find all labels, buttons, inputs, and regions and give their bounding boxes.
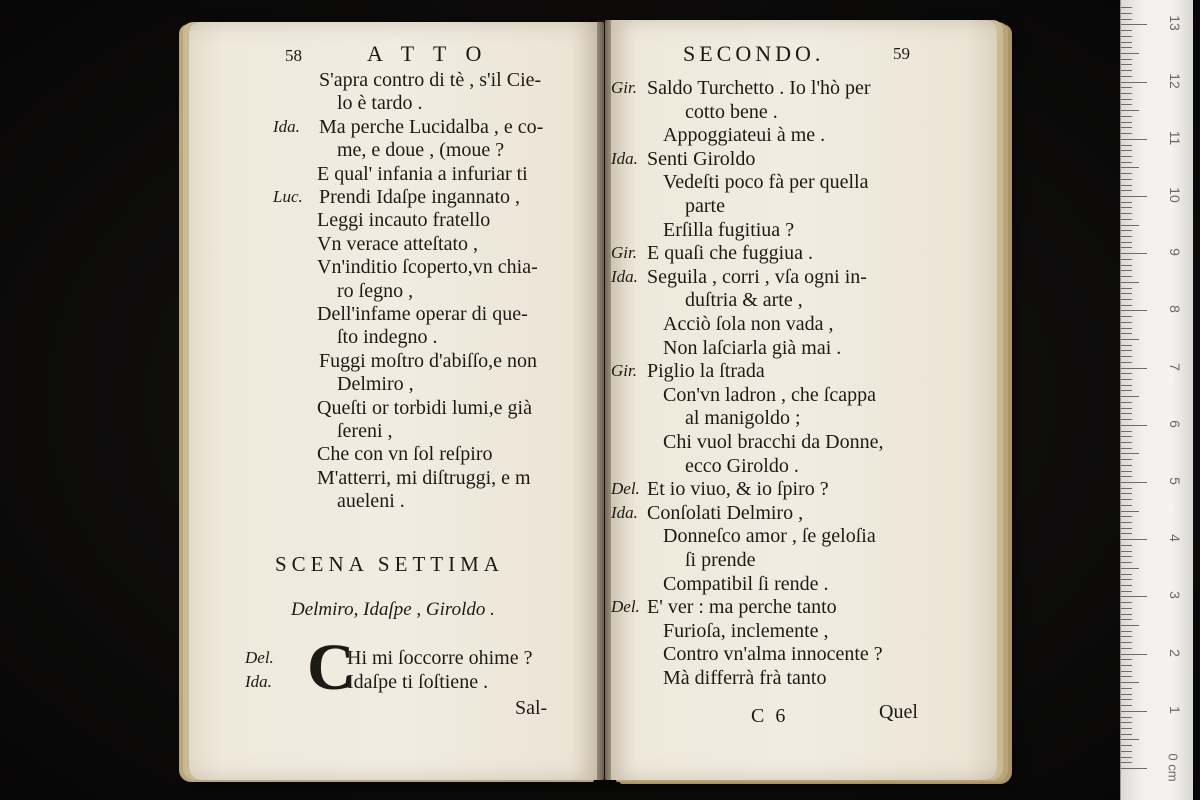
ruler-tick <box>1121 488 1132 489</box>
ruler-tick <box>1121 619 1132 620</box>
ruler-tick <box>1121 596 1147 597</box>
ruler-tick <box>1121 276 1132 277</box>
ruler-tick <box>1121 682 1139 683</box>
right-text-line: E quaſi che fuggiua . <box>647 242 814 265</box>
ruler-tick <box>1121 642 1132 643</box>
ruler-label: 11 <box>1167 130 1183 146</box>
ruler-tick <box>1121 591 1132 592</box>
right-text-line: Conſolati Delmiro , <box>647 501 804 524</box>
ruler-tick <box>1121 179 1132 180</box>
ruler-label: 5 <box>1167 477 1183 485</box>
ruler-tick <box>1121 116 1132 117</box>
ruler-tick <box>1121 93 1132 94</box>
ruler-tick <box>1121 139 1147 140</box>
right-speaker: Ida. <box>611 148 638 168</box>
ruler-tick <box>1121 259 1132 260</box>
ruler-tick <box>1121 162 1132 163</box>
left-speaker: Ida. <box>273 116 300 136</box>
scene-speaker-2: Ida. <box>245 672 272 691</box>
right-text-line: cotto bene . <box>685 100 778 123</box>
ruler-tick <box>1121 219 1132 220</box>
ruler-tick <box>1121 87 1132 88</box>
ruler-tick <box>1121 762 1132 763</box>
ruler-label: 9 <box>1167 248 1183 257</box>
open-book <box>185 14 1015 786</box>
ruler-tick <box>1121 356 1132 357</box>
right-text-line: Seguila , corri , vſa ogni in- <box>647 265 867 288</box>
ruler-tick <box>1121 471 1132 472</box>
ruler-tick <box>1121 373 1132 374</box>
left-catchword: Sal- <box>515 697 548 719</box>
ruler-tick <box>1121 465 1132 466</box>
left-text-line: ſereni , <box>337 420 393 442</box>
ruler-tick <box>1121 310 1147 311</box>
ruler-tick <box>1121 699 1132 700</box>
ruler-tick <box>1121 305 1132 306</box>
ruler-tick <box>1121 242 1132 243</box>
ruler-tick <box>1121 82 1147 83</box>
right-text-line: duſtria & arte , <box>685 289 803 312</box>
ruler-tick <box>1121 636 1132 637</box>
ruler-tick <box>1121 362 1132 363</box>
ruler-tick <box>1121 202 1132 203</box>
ruler-tick <box>1121 568 1139 569</box>
ruler-tick <box>1121 59 1132 60</box>
ruler-tick <box>1121 225 1139 226</box>
ruler-tick <box>1121 511 1139 512</box>
right-text-line: Saldo Turchetto . Io l'hò per <box>647 77 871 99</box>
ruler-tick <box>1121 7 1132 8</box>
ruler-tick <box>1121 322 1132 323</box>
right-text-line: Furioſa, inclemente , <box>663 619 829 642</box>
drop-cap: C <box>307 631 355 704</box>
ruler-tick <box>1121 648 1132 649</box>
left-text-line: E qual' infania a infuriar ti <box>317 162 528 185</box>
ruler-tick <box>1121 442 1132 443</box>
ruler-tick <box>1121 236 1132 237</box>
right-text-line: Donneſco amor , ſe geloſia <box>663 525 876 548</box>
ruler-tick <box>1121 328 1132 329</box>
left-text-line: me, e doue , (moue ? <box>337 139 505 162</box>
right-text-line: Mà differrà frà tanto <box>663 667 827 689</box>
ruler-tick <box>1121 745 1132 746</box>
left-text-line: Vn'inditio ſcoperto,vn chia- <box>317 256 538 279</box>
ruler-tick <box>1121 705 1132 706</box>
ruler-tick <box>1121 631 1132 632</box>
left-text-line: Prendi Idaſpe ingannato , <box>319 186 521 208</box>
ruler-unit-label: 0 cm <box>1165 753 1181 782</box>
ruler-tick <box>1121 419 1132 420</box>
ruler-tick <box>1121 13 1132 14</box>
ruler-tick <box>1121 671 1132 672</box>
ruler-tick <box>1121 207 1132 208</box>
ruler-tick <box>1121 516 1132 517</box>
ruler-tick <box>1121 579 1132 580</box>
right-text-line: Appoggiateui à me . <box>663 124 826 147</box>
left-text-line: Che con vn ſol reſpiro <box>317 443 493 466</box>
left-text-line: Delmiro , <box>337 373 414 396</box>
ruler-tick <box>1121 150 1132 151</box>
ruler-label: 6 <box>1167 419 1183 428</box>
ruler-tick <box>1121 145 1132 146</box>
ruler-label: 7 <box>1167 362 1183 371</box>
ruler-tick <box>1121 676 1132 677</box>
ruler-tick <box>1121 528 1132 529</box>
ruler-tick <box>1121 739 1139 740</box>
right-text-line: parte <box>685 195 725 217</box>
ruler-tick <box>1121 104 1132 105</box>
ruler-tick <box>1121 654 1147 655</box>
ruler-tick <box>1121 476 1132 477</box>
ruler-tick <box>1121 751 1132 752</box>
right-speaker: Del. <box>611 597 640 617</box>
scene-characters: Delmiro, Idaſpe , Giroldo . <box>291 599 495 620</box>
right-text-line: Piglio la ſtrada <box>647 360 765 383</box>
ruler-tick <box>1121 734 1132 735</box>
right-speaker: Gir. <box>611 78 637 97</box>
ruler-tick <box>1121 659 1132 660</box>
right-page-number: 59 <box>893 44 910 63</box>
ruler-tick <box>1121 156 1132 157</box>
right-text-line: al manigoldo ; <box>685 407 801 430</box>
ruler-tick <box>1121 19 1132 20</box>
left-text-line: M'atterri, mi diſtruggi, e m <box>317 466 531 489</box>
right-page <box>605 20 997 780</box>
ruler-tick <box>1121 602 1132 603</box>
ruler-tick <box>1121 522 1132 523</box>
left-text-line: Queſti or torbidi lumi,e già <box>317 396 532 419</box>
right-text-line: Senti Giroldo <box>647 147 756 170</box>
right-running-head: SECONDO. <box>683 41 825 66</box>
ruler-tick <box>1121 345 1132 346</box>
ruler-tick <box>1121 482 1147 483</box>
ruler-tick <box>1121 122 1132 123</box>
ruler-tick <box>1121 127 1132 128</box>
ruler-tick <box>1121 270 1132 271</box>
ruler-tick <box>1121 533 1132 534</box>
ruler-tick <box>1121 431 1132 432</box>
left-text-line: lo è tardo . <box>337 92 423 115</box>
right-text-line: Non laſciarla già mai . <box>663 336 842 359</box>
ruler-tick <box>1121 453 1139 454</box>
right-text-line: Acciò ſola non vada , <box>663 313 834 335</box>
right-text-line: Compatibil ſi rende . <box>663 572 829 595</box>
scene-line-1: Hi mi ſoccorre ohime ? <box>347 647 533 669</box>
right-text-line: Contro vn'alma innocente ? <box>663 643 883 666</box>
ruler-tick <box>1121 608 1132 609</box>
ruler-tick <box>1121 436 1132 437</box>
right-speaker: Del. <box>611 479 640 499</box>
ruler-tick <box>1121 196 1147 197</box>
left-text-line: S'apra contro di tè , s'il Cie- <box>319 69 542 91</box>
ruler-tick <box>1121 768 1147 769</box>
ruler-tick <box>1121 551 1132 552</box>
ruler-tick <box>1121 36 1132 37</box>
ruler-label: 10 <box>1167 187 1183 203</box>
right-speaker: Ida. <box>611 502 638 522</box>
ruler-tick <box>1121 722 1132 723</box>
ruler-tick <box>1121 282 1139 283</box>
ruler-tick <box>1121 47 1132 48</box>
ruler-tick <box>1121 396 1139 397</box>
ruler-tick <box>1121 70 1132 71</box>
ruler-tick <box>1121 167 1139 168</box>
right-text-line: E' ver : ma perche tanto <box>647 596 837 619</box>
ruler-tick <box>1121 190 1132 191</box>
ruler-tick <box>1121 711 1147 712</box>
ruler-tick <box>1121 110 1139 111</box>
ruler-tick <box>1121 390 1132 391</box>
ruler-tick <box>1121 614 1132 615</box>
ruler-tick <box>1121 333 1132 334</box>
right-speaker: Gir. <box>611 243 637 263</box>
ruler-tick <box>1121 265 1132 266</box>
ruler-tick <box>1121 339 1139 340</box>
ruler-tick <box>1121 574 1132 575</box>
ruler-tick <box>1121 173 1132 174</box>
ruler-tick <box>1121 350 1132 351</box>
left-text-line: aueleni . <box>337 490 405 513</box>
ruler-tick <box>1121 562 1132 563</box>
left-page <box>189 22 604 780</box>
left-speaker: Luc. <box>273 187 303 206</box>
right-catchword: Quel <box>879 701 918 723</box>
ruler-label: 3 <box>1167 591 1183 600</box>
left-page-number: 58 <box>285 46 302 65</box>
ruler-tick <box>1121 545 1132 546</box>
left-text-line: ſto indegno . <box>337 326 438 349</box>
ruler-label: 2 <box>1167 648 1183 657</box>
ruler-tick <box>1121 53 1139 54</box>
ruler-tick <box>1121 688 1132 689</box>
book-gutter <box>597 20 611 780</box>
ruler-tick <box>1121 293 1132 294</box>
ruler-tick <box>1121 459 1132 460</box>
ruler-tick <box>1121 448 1132 449</box>
right-speaker: Gir. <box>611 361 637 381</box>
right-text-line: Con'vn ladron , che ſcappa <box>663 383 876 406</box>
ruler-tick <box>1121 253 1147 254</box>
ruler-tick <box>1121 379 1132 380</box>
ruler-tick <box>1121 230 1132 231</box>
left-running-head: A T T O <box>367 41 489 66</box>
ruler-tick <box>1121 64 1132 65</box>
ruler-label: 13 <box>1167 15 1183 32</box>
ruler-label: 8 <box>1167 305 1183 314</box>
ruler-tick <box>1121 213 1132 214</box>
right-text-line: ecco Giroldo . <box>685 454 799 477</box>
ruler-tick <box>1121 402 1132 403</box>
ruler-tick <box>1121 185 1132 186</box>
ruler-tick <box>1121 694 1132 695</box>
scene-title: SCENA SETTIMA <box>275 552 504 576</box>
ruler-tick <box>1121 505 1132 506</box>
left-text-line: Dell'infame operar di que- <box>317 303 528 325</box>
left-text-line: Ma perche Lucidalba , e co- <box>319 115 544 138</box>
ruler-tick <box>1121 299 1132 300</box>
ruler-tick <box>1121 717 1132 718</box>
ruler-tick <box>1121 757 1132 758</box>
scene-speaker-1: Del. <box>245 648 274 667</box>
ruler-tick <box>1121 368 1147 369</box>
right-speaker: Ida. <box>611 266 638 286</box>
left-text-line: Leggi incauto fratello <box>317 209 491 232</box>
scene-line-2: Idaſpe ti ſoſtiene . <box>347 671 489 693</box>
ruler-tick <box>1121 728 1132 729</box>
left-text-line: ro ſegno , <box>337 279 414 302</box>
ruler-tick <box>1121 316 1132 317</box>
ruler-tick <box>1121 24 1147 25</box>
ruler-tick <box>1121 499 1132 500</box>
ruler-tick <box>1121 42 1132 43</box>
ruler-tick <box>1121 133 1132 134</box>
ruler-tick <box>1121 408 1132 409</box>
right-text-line: Vedeſti poco fà per quella <box>663 171 869 194</box>
ruler-tick <box>1121 665 1132 666</box>
right-text-line: ſi prende <box>685 549 756 571</box>
ruler-label: 1 <box>1167 705 1183 714</box>
ruler-label: 4 <box>1167 534 1183 543</box>
ruler-tick <box>1121 247 1132 248</box>
measurement-ruler <box>1120 0 1193 800</box>
ruler-tick <box>1121 99 1132 100</box>
ruler-tick <box>1121 625 1139 626</box>
left-text-line: Fuggi moſtro d'abiſſo,e non <box>319 349 538 372</box>
ruler-tick <box>1121 76 1132 77</box>
ruler-label: 12 <box>1167 72 1183 89</box>
left-text-line: Vn verace atteſtato , <box>317 232 479 255</box>
ruler-tick <box>1121 493 1132 494</box>
right-text-line: Et io viuo, & io ſpiro ? <box>647 478 829 501</box>
ruler-tick <box>1121 30 1132 31</box>
ruler-tick <box>1121 413 1132 414</box>
ruler-tick <box>1121 585 1132 586</box>
signature-mark: C 6 <box>751 705 789 727</box>
right-text-line: Chi vuol bracchi da Donne, <box>663 431 884 453</box>
ruler-tick <box>1121 556 1132 557</box>
ruler-tick <box>1121 288 1132 289</box>
ruler-tick <box>1121 385 1132 386</box>
ruler-tick <box>1121 539 1147 540</box>
ruler-tick <box>1121 425 1147 426</box>
right-text-line: Erſilla fugitiua ? <box>663 218 795 241</box>
